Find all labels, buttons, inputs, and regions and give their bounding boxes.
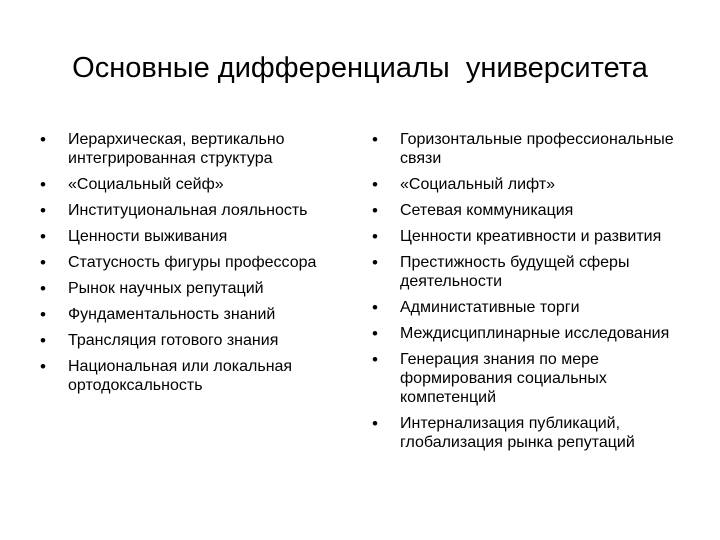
list-item-text: Трансляция готового знания [68,332,279,349]
bullet-icon: • [372,175,378,194]
list-item [40,253,350,272]
list-item-text: Статусность фигуры профессора [68,254,317,271]
bullet-icon: • [40,279,46,298]
bullet-icon: • [40,175,46,194]
list-item [372,253,682,291]
list-item-text: Сетевая коммуникация [400,202,574,219]
list-item [40,357,350,395]
list-item [40,130,350,168]
bullet-icon: • [372,298,378,317]
bullet-icon: • [372,227,378,246]
list-item-text: Интернализация публикаций, глобализация рынка репутаций [400,415,635,451]
bullet-icon: • [40,201,46,220]
list-item [372,130,682,168]
bullet-icon: • [40,253,46,272]
list-item-text: Генерация знания по мере формирования социальных компетенций [400,351,607,406]
list-item-text: Междисциплинарные исследования [400,325,670,342]
list-item [372,324,682,343]
list-item [40,175,350,194]
list-item-text: Администативные торги [400,299,580,316]
list-item-text: Ценности креативности и развития [400,228,662,245]
list-item [40,305,350,324]
list-item-text: Рынок научных репутаций [68,280,264,297]
slide-title: Основные дифференциалы университета [72,52,648,84]
list-item-text: «Социальный сейф» [68,176,224,193]
list-item [372,175,682,194]
list-item-text: Национальная или локальная ортодоксальность [68,358,293,394]
bullet-icon: • [40,357,46,376]
list-item [372,227,682,246]
bullet-icon: • [40,305,46,324]
bullet-icon: • [372,253,378,272]
bullet-icon: • [40,227,46,246]
list-item [372,350,682,407]
list-item-text: Ценности выживания [68,228,228,245]
list-item [40,279,350,298]
bullet-icon: • [372,201,378,220]
list-item-text: «Социальный лифт» [400,176,556,193]
bullet-icon: • [372,350,378,369]
list-item-text: Горизонтальные профессиональные связи [400,131,674,167]
right-bullet-list [372,130,682,459]
bullet-icon: • [372,324,378,343]
list-item [40,331,350,350]
bullet-icon: • [40,130,46,149]
bullet-icon: • [40,331,46,350]
list-item-text: Престижность будущей сферы деятельности [400,254,630,290]
list-item [372,201,682,220]
list-item-text: Институциональная лояльность [68,202,308,219]
list-item [372,298,682,317]
list-item [40,201,350,220]
left-bullet-list [40,130,350,402]
list-item [40,227,350,246]
bullet-icon: • [372,414,378,433]
list-item-text: Иерархическая, вертикально интегрированная структура [68,131,285,167]
list-item [372,414,682,452]
bullet-icon: • [372,130,378,149]
list-item-text: Фундаментальность знаний [68,306,276,323]
